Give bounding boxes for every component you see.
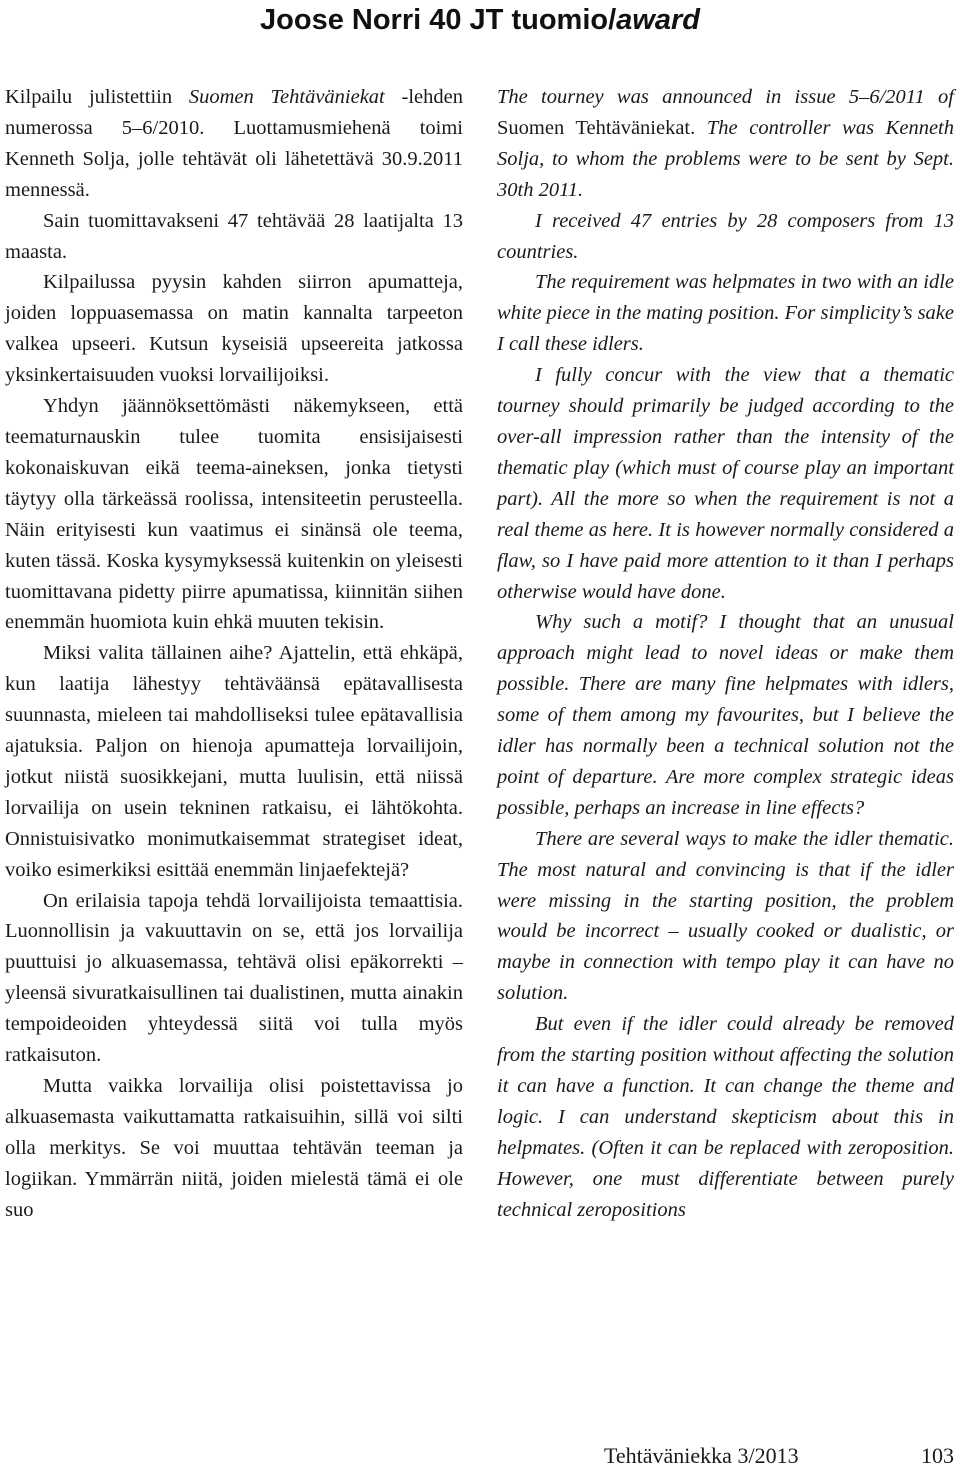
fi-paragraph-6: On erilaisia tapoja tehdä lorvailijoista temaattisia. Luonnollisin ja vakuuttavin on se, että jos lorvailija puuttuisi jo alkuasemassa, tehtävä olisi epäkorrekti – yleensä sivuratkaisullinen tai dualistinen, mutta ainakin tempoideoiden yhteydessä siitä voi tulla myös ratkaisuton. <box>5 889 463 1067</box>
article-title <box>0 2 960 38</box>
en-p1-text-b: The controller was Kenneth Solja, to whom the problems were to be sent by Sept. 30th 2011. <box>497 116 955 201</box>
en-p1-magazine: Suomen Tehtäväniekat. <box>497 116 696 139</box>
fi-paragraph-1 <box>5 82 463 206</box>
en-paragraph-3: The requirement was helpmates in two with an idle white piece in the mating position. For simplicity’s sake I call these idlers. <box>497 271 954 356</box>
fi-paragraph-3: Kilpailussa pyysin kahden siirron apumatteja, joiden loppuasemassa on matin kannalta tarpeeton valkea upseeri. Kutsun kyseisiä upseereita jatkossa yksinkertaisuuden vuoksi lorvailijoiksi. <box>5 271 463 387</box>
en-paragraph-2: I received 47 entries by 28 composers from 13 countries. <box>497 209 954 263</box>
fi-p1-text-b: -lehden numerossa 5–6/2010. Luottamusmiehenä toimi Kenneth Solja, jolle tehtävät oli lähetettävä 30.9.2011 mennessä. <box>5 86 463 201</box>
fi-paragraph-4: Yhdyn jäännöksettömästi näkemykseen, että teematurnauskin tulee tuomita ensisijaisesti kokonaiskuvan eikä teema-aineksen, jonka tietysti täytyy olla tärkeässä roolissa, intensiteetin perusteella. Näin erityisesti kun vaatimus ei sinänsä ole teema, kuten tässä. Koska kysymyksessä kuitenkin on yleisesti tuomittavana pidetty piirre apumatissa, kiinnitän siihen enemmän huomiota kuin ehkä muuten tekisin. <box>5 395 463 634</box>
en-paragraph-7: But even if the idler could already be removed from the starting position without affecting the solution it can have a function. It can change the theme and logic. I can understand skepticism about this in helpmates. (Often it can be replaced with zeroposition. However, one must differentiate between purely technical zeropositions <box>497 1013 954 1221</box>
fi-paragraph-7: Mutta vaikka lorvailija olisi poistettavissa jo alkuasemasta vaikuttamatta ratkaisuihin, sillä voi silti olla merkitys. Se voi muuttaa tehtävän teeman ja logiikan. Ymmärrän niitä, joiden mielestä tämä ei ole suo <box>5 1075 463 1221</box>
magazine-issue: Tehtäväniekka 3/2013 <box>604 1443 799 1468</box>
en-paragraph-6: There are several ways to make the idler thematic. The most natural and convincing is that if the idler were missing in the starting position, the problem would be incorrect – usually cooked or dualistic, or maybe in connection with tempo play it can have no solution. <box>497 827 954 1005</box>
fi-p1-text-a: Kilpailu julistettiin <box>5 86 189 108</box>
en-p1-text-a: The tourney was announced in issue 5–6/2011 of <box>497 86 954 108</box>
title-award: award <box>616 4 700 36</box>
en-paragraph-4: I fully concur with the view that a thematic tourney should primarily be judged according to the over-all impression rather than the intensity of the thematic play (which must of course play an important part). All the more so when the requirement is not a real theme as here. It is however normally considered a flaw, so I have paid more attention to it than I perhaps otherwise would have done. <box>497 364 954 603</box>
en-paragraph-1 <box>497 82 954 206</box>
title-main: Joose Norri 40 JT tuomio/ <box>260 4 617 36</box>
en-paragraph-5: Why such a motif? I thought that an unusual approach might lead to novel ideas or make them possible. There are many fine helpmates with idlers, some of them among my favourites, but I believe the idler has normally been a technical solution not the point of departure. Are more complex strategic ideas possible, perhaps an increase in line effects? <box>497 611 954 819</box>
finnish-column <box>5 82 463 1226</box>
english-column <box>497 82 954 1226</box>
fi-p1-magazine: Suomen Tehtäväniekat <box>188 86 385 108</box>
page-number: 103 <box>921 1443 954 1468</box>
fi-paragraph-5: Miksi valita tällainen aihe? Ajattelin, että ehkäpä, kun laatija lähestyy tehtäväänsä epätavallisesta suunnasta, mieleen tai mahdolliseksi tulee epätavallisia ajatuksia. Paljon on hienoja apumatteja lorvailijoin, jotkut niistä suosikkejani, mutta luulisin, että niissä lorvailija on usein tekninen ratkaisu, ei lähtökohta. Onnistuisivatko monimutkaisemmat strategiset ideat, voiko esimerkiksi esittää enemmän linjaefektejä? <box>5 642 463 881</box>
fi-paragraph-2: Sain tuomittavakseni 47 tehtävää 28 laatijalta 13 maasta. <box>5 209 463 263</box>
